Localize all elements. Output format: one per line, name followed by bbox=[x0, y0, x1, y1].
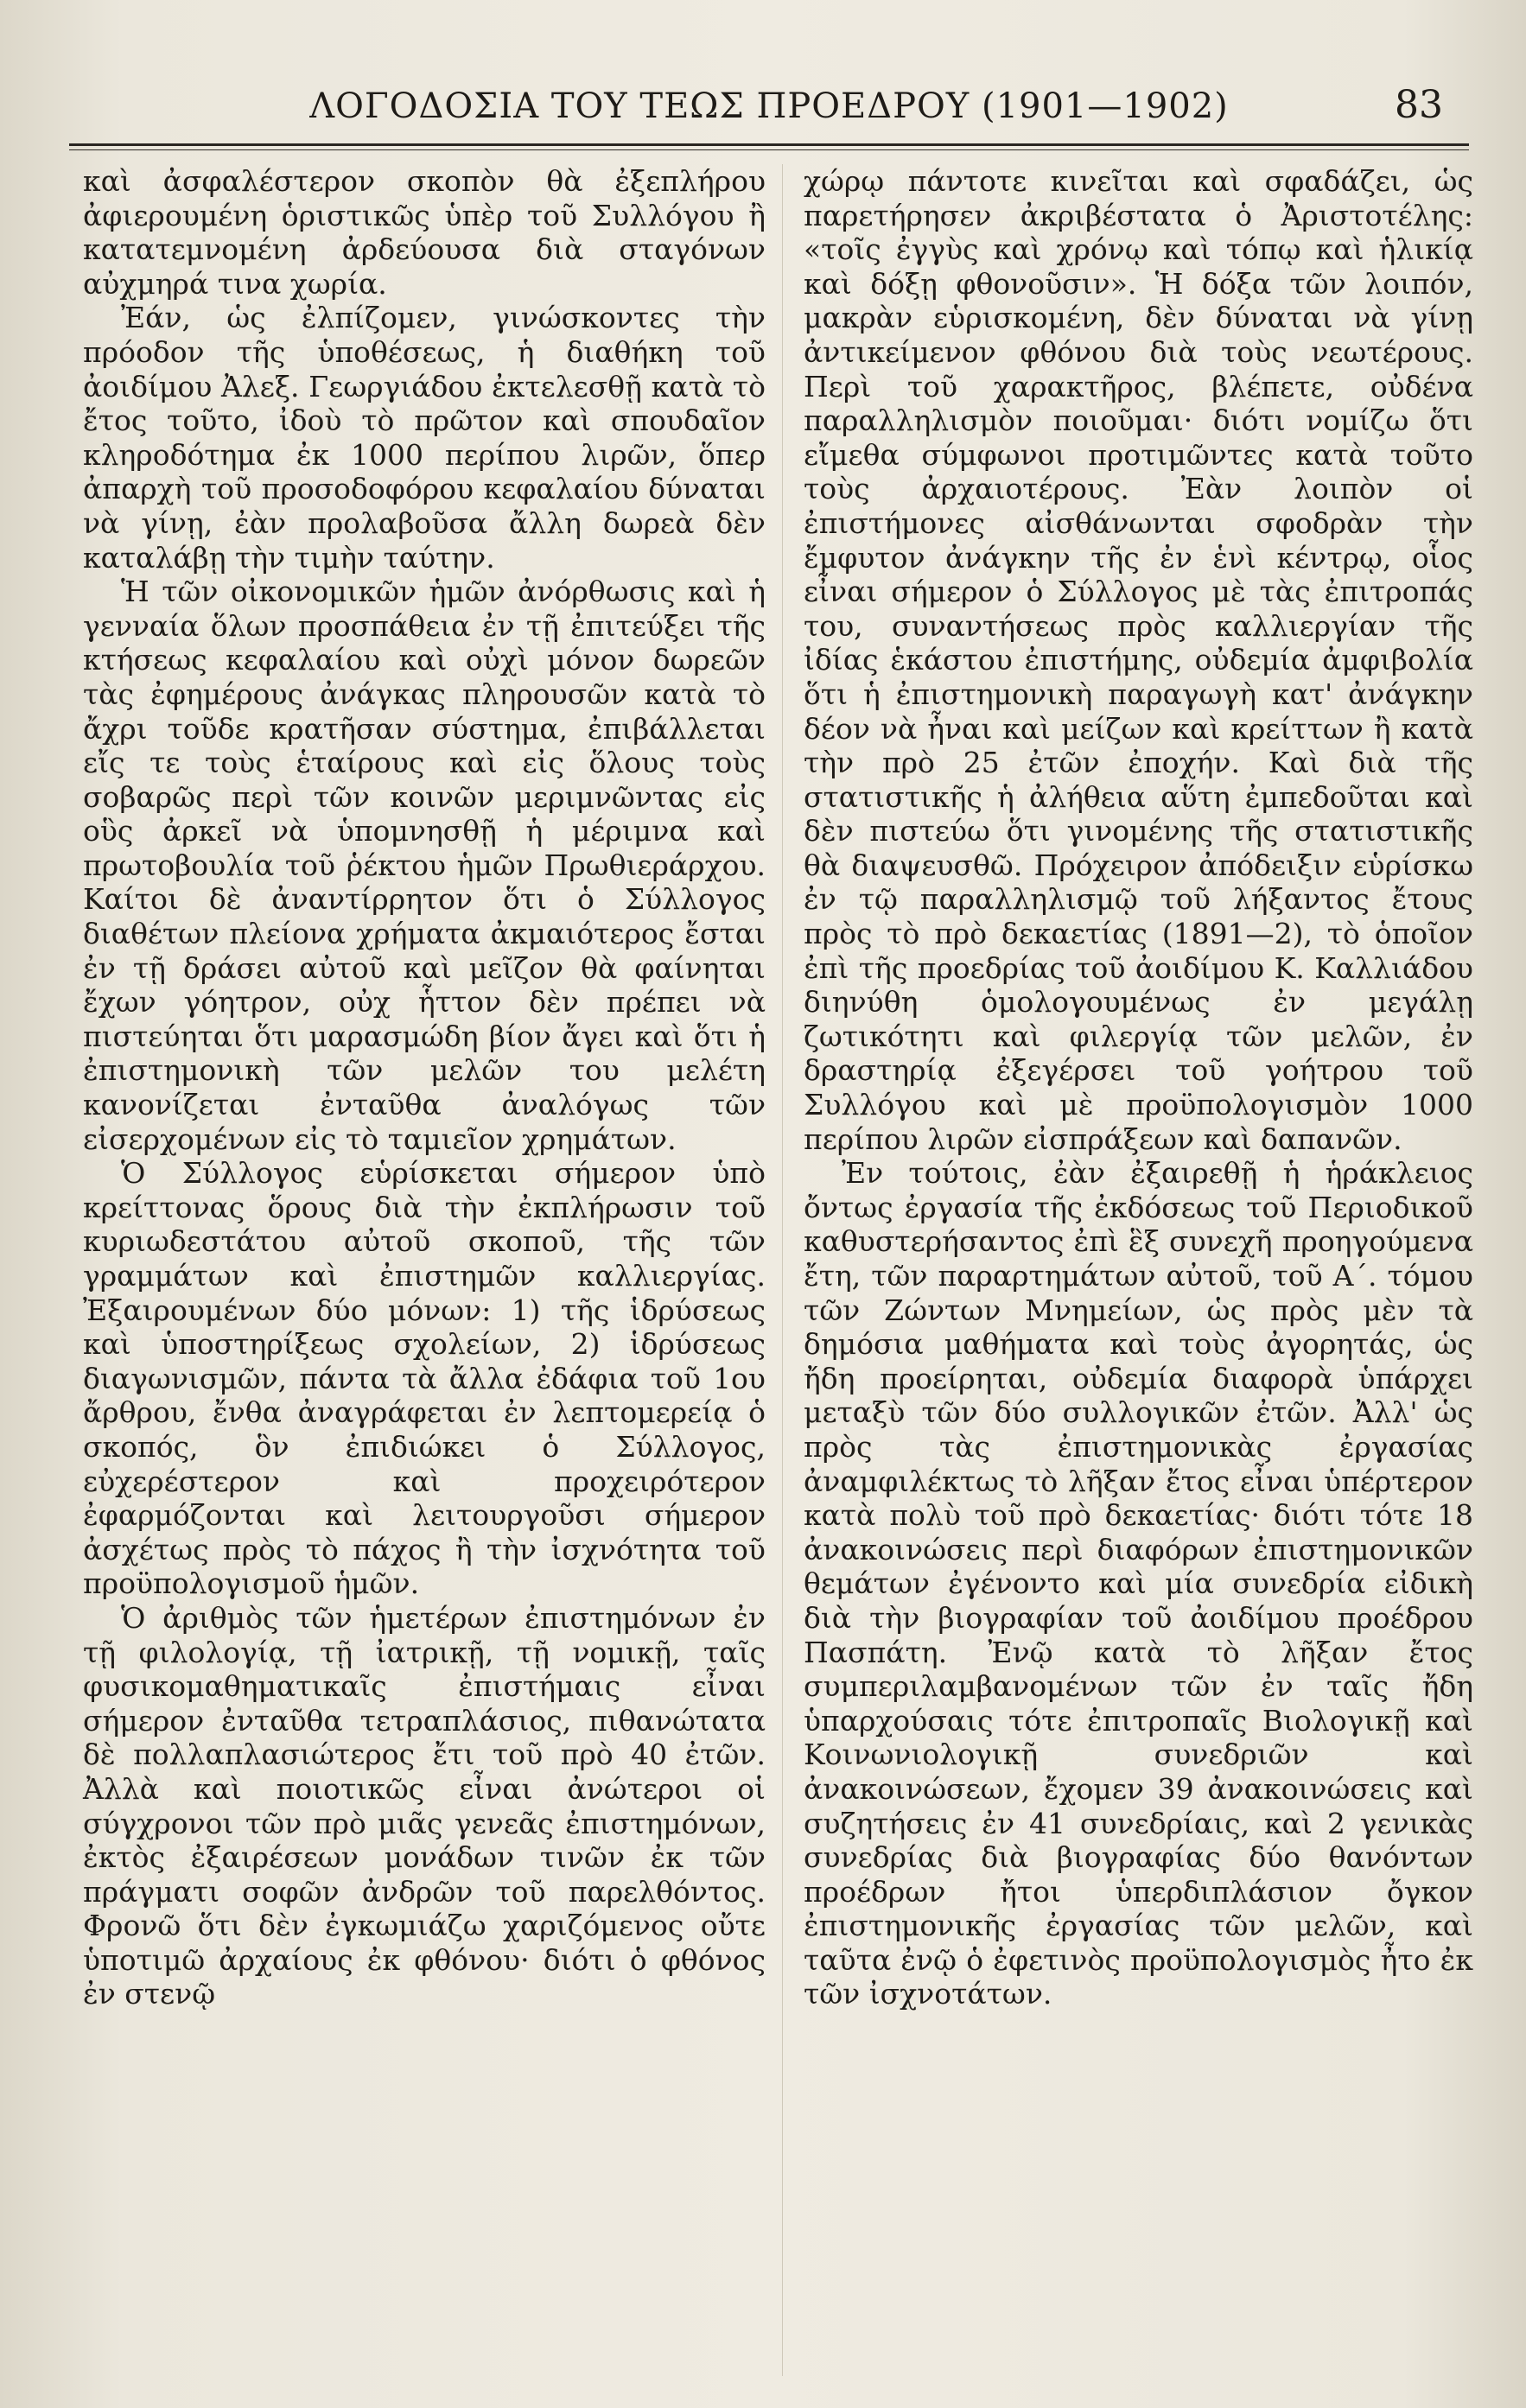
left-column bbox=[83, 164, 766, 2011]
paragraph: Ἐάν, ὡς ἐλπίζομεν, γινώσκοντες τὴν πρόοδον τῆς ὑποθέσεως, ἡ διαθήκη τοῦ ἀοιδίμου Ἀλεξ. Γεωργιάδου ἐκτελεσθῇ κατὰ τὸ ἔτος τοῦτο, ἰδοὺ τὸ πρῶτον καὶ σπουδαῖον κληροδότημα ἐκ 1000 περίπου λιρῶν, ὅπερ ἀπαρχὴ τοῦ προσοδοφόρου κεφαλαίου δύναται νὰ γίνῃ, ἐὰν προλαβοῦσα ἄλλη δωρεὰ δὲν καταλάβῃ τὴν τιμὴν ταύτην. bbox=[83, 301, 766, 575]
running-head: ΛΟΓΟΔΟΣΙΑ ΤΟΥ ΤΕΩΣ ΠΡΟΕΔΡΟΥ (1901—1902) bbox=[309, 86, 1229, 126]
right-column bbox=[804, 164, 1473, 2011]
paragraph: Ὁ ἀριθμὸς τῶν ἡμετέρων ἐπιστημόνων ἐν τῇ φιλολογίᾳ, τῇ ἰατρικῇ, τῇ νομικῇ, ταῖς φυσικομαθηματικαῖς ἐπιστήμαις εἶναι σήμερον ἐνταῦθα τετραπλάσιος, πιθανώτατα δὲ πολλαπλασιώτερος ἔτι τοῦ πρὸ 40 ἐτῶν. Ἀλλὰ καὶ ποιοτικῶς εἶναι ἀνώτεροι οἱ σύγχρονοι τῶν πρὸ μιᾶς γενεᾶς ἐπιστημόνων, ἐκτὸς ἐξαιρέσεων μονάδων τινῶν ἐκ τῶν πράγματι σοφῶν ἀνδρῶν τοῦ παρελθόντος. Φρονῶ ὅτι δὲν ἐγκωμιάζω χαριζόμενος οὔτε ὑποτιμῶ ἀρχαίους ἐκ φθόνου· διότι ὁ φθόνος ἐν στενῷ bbox=[83, 1600, 766, 2011]
header-rule bbox=[69, 143, 1469, 146]
paragraph: καὶ ἀσφαλέστερον σκοπὸν θὰ ἐξεπλήρου ἀφιερουμένη ὁριστικῶς ὑπὲρ τοῦ Συλλόγου ἢ κατατεμνομένη ἀρδεύουσα διὰ σταγόνων αὐχμηρά τινα χωρία. bbox=[83, 164, 766, 301]
paragraph: Ἐν τούτοις, ἐὰν ἐξαιρεθῇ ἡ ἡράκλειος ὄντως ἐργασία τῆς ἐκδόσεως τοῦ Περιοδικοῦ καθυστερήσαντος ἐπὶ ἓξ συνεχῆ προηγούμενα ἔτη, τῶν παραρτημάτων αὐτοῦ, τοῦ Α΄. τόμου τῶν Ζώντων Μνημείων, ὡς πρὸς μὲν τὰ δημόσια μαθήματα καὶ τοὺς ἀγορητάς, ὡς ἤδη προείρηται, οὐδεμία διαφορὰ ὑπάρχει μεταξὺ τῶν δύο συλλογικῶν ἐτῶν. Ἀλλ' ὡς πρὸς τὰς ἐπιστημονικὰς ἐργασίας ἀναμφιλέκτως τὸ λῆξαν ἔτος εἶναι ὑπέρτερον κατὰ πολὺ τοῦ πρὸ δεκαετίας· διότι τότε 18 ἀνακοινώσεις περὶ διαφόρων ἐπιστημονικῶν θεμάτων ἐγένοντο καὶ μία συνεδρία εἰδικὴ διὰ τὴν βιογραφίαν τοῦ ἀοιδίμου προέδρου Πασπάτη. Ἐνῷ κατὰ τὸ λῆξαν ἔτος συμπεριλαμβανομένων τῶν ἐν ταῖς ἤδη ὑπαρχούσαις τότε ἐπιτροπαῖς Βιολογικῇ καὶ Κοινωνιολογικῇ συνεδριῶν καὶ ἀνακοινώσεων, ἔχομεν 39 ἀνακοινώσεις καὶ συζητήσεις ἐν 41 συνεδρίαις, καὶ 2 γενικὰς συνεδρίας διὰ βιογραφίας δύο θανόντων προέδρων ἤτοι ὑπερδιπλάσιον ὄγκον ἐπιστημονικῆς ἐργασίας τῶν μελῶν, καὶ ταῦτα ἐνῷ ὁ ἐφετινὸς προϋπολογισμὸς ἦτο ἐκ τῶν ἰσχνοτάτων. bbox=[804, 1156, 1473, 2011]
paragraph: χώρῳ πάντοτε κινεῖται καὶ σφαδάζει, ὡς παρετήρησεν ἀκριβέστατα ὁ Ἀριστοτέλης: «τοῖς ἐγγὺς καὶ χρόνῳ καὶ τόπῳ καὶ ἡλικίᾳ καὶ δόξῃ φθονοῦσιν». Ἡ δόξα τῶν λοιπόν, μακρὰν εὑρισκομένη, δὲν δύναται νὰ γίνῃ ἀντικείμενον φθόνου διὰ τοὺς νεωτέρους. Περὶ τοῦ χαρακτῆρος, βλέπετε, οὐδένα παραλληλισμὸν ποιοῦμαι· διότι νομίζω ὅτι εἴμεθα σύμφωνοι προτιμῶντες κατὰ τοῦτο τοὺς ἀρχαιοτέρους. Ἐὰν λοιπὸν οἱ ἐπιστήμονες αἰσθάνωνται σφοδρὰν τὴν ἔμφυτον ἀνάγκην τῆς ἐν ἑνὶ κέντρῳ, οἷος εἶναι σήμερον ὁ Σύλλογος μὲ τὰς ἐπιτροπάς του, συναντήσεως πρὸς καλλιεργίαν τῆς ἰδίας ἑκάστου ἐπιστήμης, οὐδεμία ἀμφιβολία ὅτι ἡ ἐπιστημονικὴ παραγωγὴ κατ' ἀνάγκην δέον νὰ ἦναι καὶ μείζων καὶ κρείττων ἢ κατὰ τὴν πρὸ 25 ἐτῶν ἐποχήν. Καὶ διὰ τῆς στατιστικῆς ἡ ἀλήθεια αὕτη ἐμπεδοῦται καὶ δὲν πιστεύω ὅτι γινομένης τῆς στατιστικῆς θὰ διαψευσθῶ. Πρόχειρον ἀπόδειξιν εὑρίσκω ἐν τῷ παραλληλισμῷ τοῦ λήξαντος ἔτους πρὸς τὸ πρὸ δεκαετίας (1891—2), τὸ ὁποῖον ἐπὶ τῆς προεδρίας τοῦ ἀοιδίμου Κ. Καλλιάδου διηνύθη ὁμολογουμένως ἐν μεγάλῃ ζωτικότητι καὶ φιλεργίᾳ τῶν μελῶν, ἐν δραστηρίᾳ ἐξεγέρσει τοῦ γοήτρου τοῦ Συλλόγου καὶ μὲ προϋπολογισμὸν 1000 περίπου λιρῶν εἰσπράξεων καὶ δαπανῶν. bbox=[804, 164, 1473, 1156]
column-gutter bbox=[782, 164, 783, 2376]
paragraph: Ἡ τῶν οἰκονομικῶν ἡμῶν ἀνόρθωσις καὶ ἡ γενναία ὅλων προσπάθεια ἐν τῇ ἐπιτεύξει τῆς κτήσεως κεφαλαίου καὶ οὐχὶ μόνον δωρεῶν τὰς ἐφημέρους ἀνάγκας πληρουσῶν κατὰ τὸ ἄχρι τοῦδε κρατῆσαν σύστημα, ἐπιβάλλεται εἴς τε τοὺς ἑταίρους καὶ εἰς ὅλους τοὺς σοβαρῶς περὶ τῶν κοινῶν μεριμνῶντας εἰς οὓς ἀρκεῖ νὰ ὑπομνησθῇ ἡ μέριμνα καὶ πρωτοβουλία τοῦ ῥέκτου ἡμῶν Πρωθιεράρχου. Καίτοι δὲ ἀναντίρρητον ὅτι ὁ Σύλλογος διαθέτων πλείονα χρήματα ἀκμαιότερος ἔσται ἐν τῇ δράσει αὐτοῦ καὶ μεῖζον θὰ φαίνηται ἔχων γόητρον, οὐχ ἧττον δὲν πρέπει νὰ πιστεύηται ὅτι μαρασμώδη βίον ἄγει καὶ ὅτι ἡ ἐπιστημονικὴ τῶν μελῶν του μελέτη κανονίζεται ἐνταῦθα ἀναλόγως τῶν εἰσερχομένων εἰς τὸ ταμιεῖον χρημάτων. bbox=[83, 575, 766, 1156]
page-header bbox=[78, 79, 1460, 140]
paragraph: Ὁ Σύλλογος εὑρίσκεται σήμερον ὑπὸ κρείττονας ὅρους διὰ τὴν ἐκπλήρωσιν τοῦ κυριωδεστάτου αὐτοῦ σκοποῦ, τῆς τῶν γραμμάτων καὶ ἐπιστημῶν καλλιεργίας. Ἐξαιρουμένων δύο μόνων: 1) τῆς ἱδρύσεως καὶ ὑποστηρίξεως σχολείων, 2) ἱδρύσεως διαγωνισμῶν, πάντα τὰ ἄλλα ἐδάφια τοῦ 1ου ἄρθρου, ἔνθα ἀναγράφεται ἐν λεπτομερείᾳ ὁ σκοπός, ὃν ἐπιδιώκει ὁ Σύλλογος, εὐχερέστερον καὶ προχειρότερον ἐφαρμόζονται καὶ λειτουργοῦσι σήμερον ἀσχέτως πρὸς τὸ πάχος ἢ τὴν ἰσχνότητα τοῦ προϋπολογισμοῦ ἡμῶν. bbox=[83, 1156, 766, 1601]
header-rule-thin bbox=[69, 149, 1469, 150]
page-number: 83 bbox=[1395, 83, 1443, 127]
